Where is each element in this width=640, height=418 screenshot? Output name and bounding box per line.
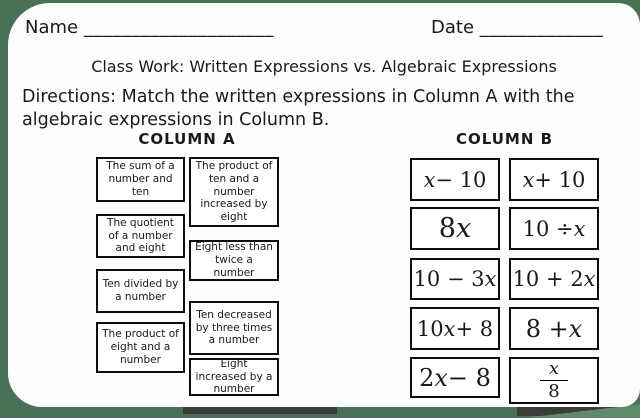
date-label: Date: [431, 17, 475, 38]
written-expression-box-quotient: The quotient of a number and eight: [96, 214, 185, 258]
algebraic-expression-box: 8 x: [410, 207, 500, 250]
written-expression-box-eight-less: Eight less than twice a number: [189, 240, 279, 281]
written-expression-box-ten-decreased: Ten decreased by three times a number: [189, 301, 279, 355]
column-a-header: COLUMN A: [138, 130, 236, 148]
directions-line-1: Directions: Match the written expressions in Column A with the: [22, 87, 575, 107]
chalk-tray-segment: [183, 407, 337, 414]
fraction-numerator: x: [540, 359, 568, 381]
algebraic-expression-box-fraction: [509, 357, 599, 404]
written-expression-box-eight-increased: Eight increased by a number: [189, 358, 279, 396]
date-field-row: [431, 17, 603, 38]
algebraic-expression-box: x + 10: [509, 158, 599, 201]
algebraic-expression-box: 8 + x: [509, 307, 599, 350]
algebraic-expression-box: 2 x − 8: [410, 357, 500, 398]
worksheet-page: [8, 3, 640, 407]
column-b-header: COLUMN B: [455, 130, 554, 148]
written-expression-box-divided: Ten divided by a number: [96, 269, 185, 313]
name-blank-line: ____________________: [83, 17, 274, 38]
algebraic-expression-box: 10 + 2 x: [509, 258, 599, 300]
written-expression-box-product-eight: The product of eight and a number: [96, 322, 185, 373]
name-label: Name: [25, 17, 79, 38]
algebraic-expression-box: 10 ÷ x: [509, 207, 599, 250]
directions-text: [22, 86, 634, 132]
algebraic-expression-box: 10 − 3 x: [410, 258, 500, 300]
algebraic-expression-box: 10 x + 8: [410, 307, 500, 350]
written-expression-box-product-ten: The product of ten and a number increased by eight: [189, 157, 279, 227]
directions-line-2: algebraic expressions in Column B.: [22, 110, 330, 131]
date-blank-line: _____________: [479, 17, 604, 38]
fraction-x-over-8: [540, 359, 568, 402]
written-expression-box-sum: The sum of a number and ten: [96, 157, 185, 202]
worksheet-title: Class Work: Written Expressions vs. Algebraic Expressions: [91, 57, 557, 76]
algebraic-expression-box: x − 10: [410, 158, 500, 201]
fraction-denominator: 8: [548, 381, 560, 402]
name-field-row: [25, 17, 274, 38]
